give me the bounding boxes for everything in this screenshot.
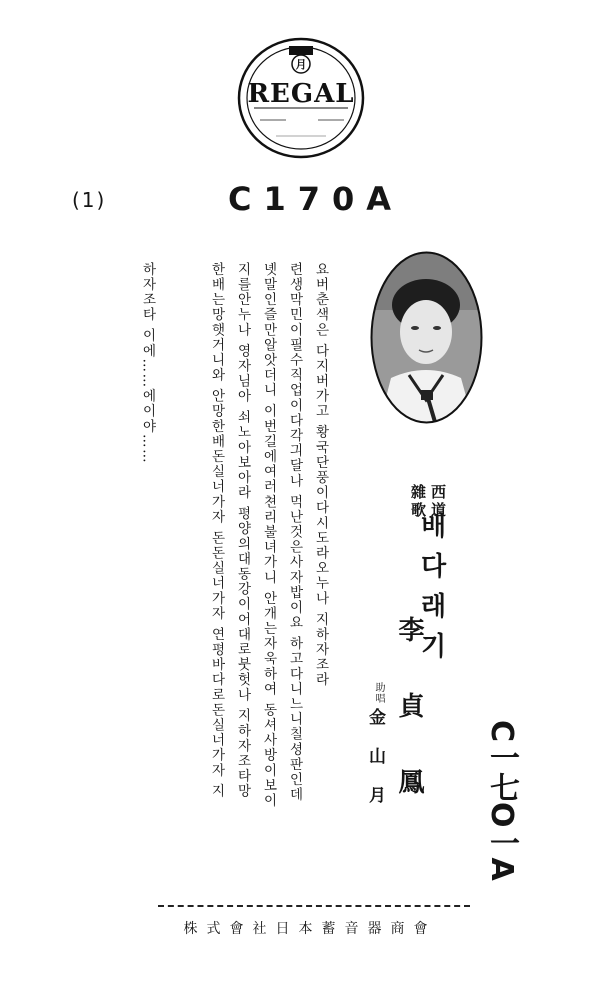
song-title: 배다래기 [416,512,446,672]
assistant-singer-name: 金山月 [365,708,385,825]
company-name: 株式會社日本蓄音器商會 [183,921,437,937]
assistant-singer-label: 助唱 [373,682,384,704]
genre-western-province: 西道 [429,484,447,520]
singer-portrait [369,250,484,425]
footer-divider [158,905,470,907]
lyrics-line-3: 녯말인즐만알앗더니 이번길에여러쳔리불녀가니 안개는자욱하여 동셔사방이보이 [260,262,277,809]
lyrics-line-5: 한배는망햇거니와 안망한배돈실너가자 돈돈실너가자 연평바다로돈실너가자 지 [208,262,225,799]
lyrics-line-1: 요버춘색은 다지버가고 황국단풍이다시도라오누나 지하자조라 [312,262,329,688]
lyrics-line-6: 하자조타 이에……에이야…… [139,262,156,465]
regal-logo [236,36,366,160]
logo-mark: 月 [295,58,307,71]
label-number: (1) [72,188,107,212]
lyrics-line-4: 지를안누나 영자님아 쇠노아보아라 평양의대동강이어대로붓헛나 지하자조타망 [234,262,251,799]
side-catalog-number: C一七O一A [484,720,519,881]
regal-logo-icon [236,36,366,160]
singer-name: 李貞鳳 [394,616,424,844]
portrait-photo-icon [369,250,484,425]
genre-folk-song: 雜歌 [409,484,427,520]
catalog-number: C170A [228,180,404,218]
logo-brand: REGAL [247,79,355,109]
lyrics-line-2: 련생막민이필수직업이다각긔달나 먹난것은사자밥이요 하고다니느니칠셩판인데 [286,262,303,803]
